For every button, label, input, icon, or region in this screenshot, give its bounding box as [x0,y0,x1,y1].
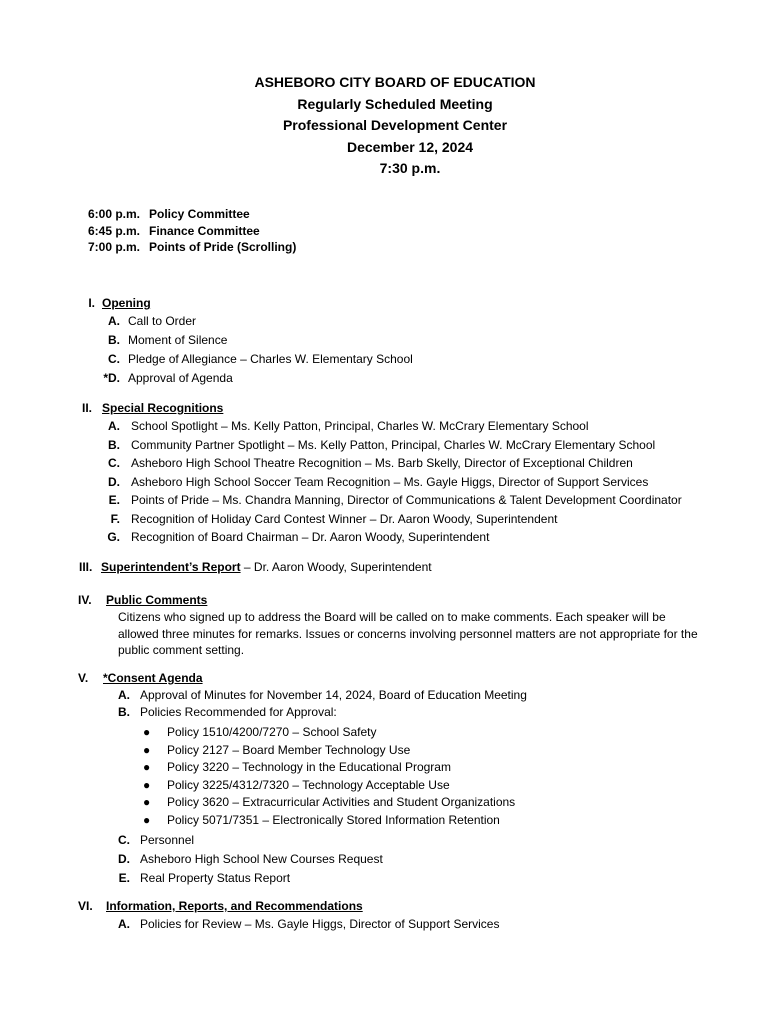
list-item [102,331,413,350]
section-public-comments [78,591,698,659]
list-item [116,915,499,933]
list-item [104,510,682,529]
item-text: Real Property Status Report [140,871,291,885]
item-letter: A. [108,314,120,328]
section-title: Public Comments [106,593,208,607]
item-letter: C. [108,352,120,366]
list-item [104,436,682,455]
list-item [104,473,682,492]
item-text: Recognition of Board Chairman – Dr. Aaron Woody, Superintendent [131,530,490,544]
item-letter: C. [108,456,120,470]
section-title: Superintendent’s Report [101,560,241,574]
list-item [104,528,682,547]
list-item [116,850,527,869]
item-text: Personnel [140,833,195,847]
list-item [116,831,527,850]
list-item [116,704,527,721]
item-letter: E. [108,493,120,507]
pre-meeting-schedule [88,206,296,256]
item-text: Asheboro High School Soccer Team Recognition – Ms. Gayle Higgs, Director of Support Services [131,474,649,489]
schedule-time: 7:00 p.m. [88,240,141,254]
section-numeral: III. [79,560,93,574]
section-numeral: V. [78,671,89,685]
item-text: School Spotlight – Ms. Kelly Patton, Principal, Charles W. McCrary Elementary School [131,419,589,433]
schedule-row [88,206,296,223]
public-comments-paragraph: Citizens who signed up to address the Board will be called on to make comments. Each speaker will be allowed three minutes for remarks. Issues or concerns involving personnel matters are not appropriate for the public comment setting. [118,610,698,657]
agenda-header [0,72,770,180]
section-heading [78,897,499,915]
section-special-recognitions [78,399,682,547]
list-item [116,687,527,704]
schedule-row [88,223,296,240]
meeting-time: 7:30 p.m. [379,160,441,176]
section-information-reports [78,897,499,933]
schedule-label: Finance Committee [149,223,260,238]
section-items [116,687,527,888]
item-text: Call to Order [128,314,197,328]
list-item [102,350,413,369]
item-letter: A. [108,419,120,433]
section-title: Information, Reports, and Recommendations [106,899,363,913]
list-item [102,312,413,331]
item-letter: C. [118,833,130,847]
item-text: Pledge of Allegiance – Charles W. Elementary School [128,352,413,366]
item-letter: A. [118,688,130,702]
section-numeral: II. [81,401,92,415]
item-text: Asheboro High School Theatre Recognition – Ms. Barb Skelly, Director of Exceptional Children [131,456,633,470]
item-text: Community Partner Spotlight – Ms. Kelly Patton, Principal, Charles W. McCrary Elementary School [131,437,656,452]
section-items [104,417,682,547]
item-letter: F. [110,511,120,526]
list-item [102,369,413,388]
item-letter: B. [108,437,120,452]
item-text: Approval of Minutes for November 14, 2024, Board of Education Meeting [140,688,527,702]
item-text: Policies for Review – Ms. Gayle Higgs, Director of Support Services [140,917,500,931]
meeting-type: Regularly Scheduled Meeting [297,95,493,112]
policy-item [143,812,527,830]
policy-text: Policy 5071/7351 – Electronically Stored Information Retention [167,812,500,827]
schedule-time: 6:00 p.m. [88,207,141,221]
section-heading [80,294,413,312]
board-name: ASHEBORO CITY BOARD OF EDUCATION [254,74,536,90]
section-items [116,915,499,933]
bullet-icon: ● [143,777,151,792]
item-letter: E. [118,871,130,885]
item-text: Points of Pride – Ms. Chandra Manning, Director of Communications & Talent Development Coordinator [131,493,682,507]
item-letter: D. [118,852,130,866]
schedule-row [88,239,296,256]
policy-item [143,759,527,777]
section-superintendent-report [79,558,432,576]
section-numeral: I. [88,296,95,310]
policy-item [143,724,527,742]
section-heading [79,558,432,576]
item-letter: D. [108,474,120,489]
bullet-icon: ● [143,760,151,774]
section-heading [78,399,682,417]
schedule-time: 6:45 p.m. [88,223,141,238]
section-numeral: IV. [78,593,92,607]
bullet-icon: ● [143,795,151,809]
item-text: Policies Recommended for Approval: [140,705,337,719]
section-title: Opening [102,296,151,310]
section-presenter: – Dr. Aaron Woody, Superintendent [240,560,432,574]
item-letter: B. [108,333,120,347]
bullet-icon: ● [143,725,151,739]
section-items [102,312,413,388]
policy-text: Policy 3225/4312/7320 – Technology Acceptable Use [167,777,450,792]
item-letter: B. [118,705,130,719]
policy-text: Policy 3220 – Technology in the Educational Program [167,760,451,774]
bullet-icon: ● [143,742,151,757]
policy-item [143,794,527,812]
section-heading [78,591,698,609]
item-text: Approval of Agenda [128,371,233,385]
list-item [104,417,682,436]
section-title: Special Recognitions [102,401,224,415]
section-opening [80,294,413,388]
schedule-label: Policy Committee [149,207,250,221]
item-text: Recognition of Holiday Card Contest Winner – Dr. Aaron Woody, Superintendent [131,511,558,526]
item-letter: A. [118,917,130,931]
policy-list [143,724,527,829]
policy-text: Policy 2127 – Board Member Technology Use [167,742,411,757]
bullet-icon: ● [143,812,151,827]
policy-text: Policy 3620 – Extracurricular Activities and Student Organizations [167,795,516,809]
section-title: *Consent Agenda [103,671,203,685]
section-consent-agenda [78,669,527,888]
list-item [116,869,527,888]
item-text: Moment of Silence [128,333,228,347]
list-item [104,454,682,473]
policy-text: Policy 1510/4200/7270 – School Safety [167,725,377,739]
meeting-date: December 12, 2024 [346,138,474,155]
schedule-label: Points of Pride (Scrolling) [149,240,297,254]
list-item [104,491,682,510]
section-heading [78,669,527,687]
item-letter: *D. [103,371,120,385]
item-text: Asheboro High School New Courses Request [140,852,383,866]
policy-item [143,777,527,795]
meeting-location: Professional Development Center [282,117,508,133]
item-letter: G. [107,530,120,544]
section-numeral: VI. [78,899,93,913]
policy-item [143,742,527,760]
